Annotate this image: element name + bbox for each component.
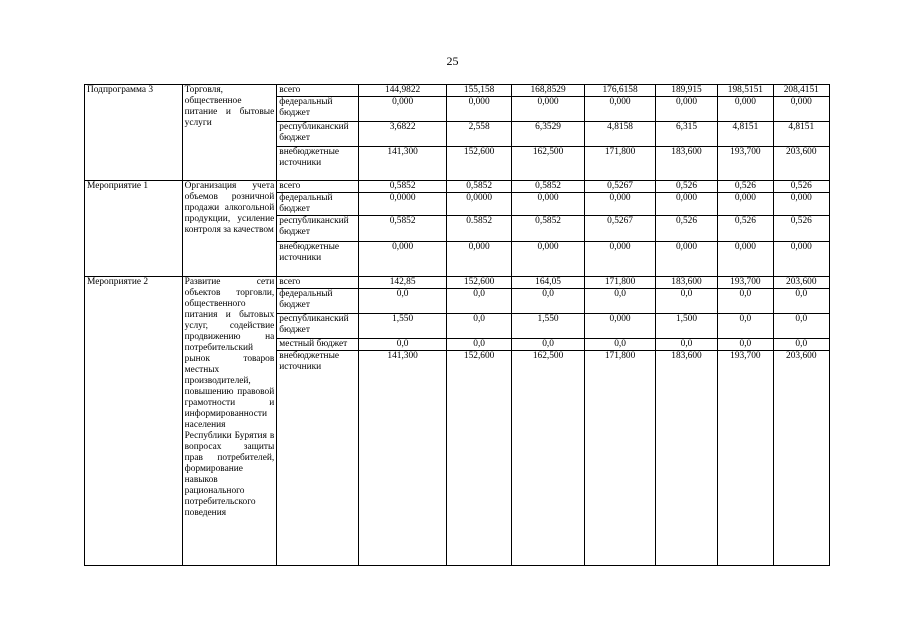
budget-table-body — [85, 85, 830, 566]
amount-cell: 141,300 — [358, 147, 447, 181]
program-name: Подпрограмма 3 — [85, 85, 183, 181]
table-row — [85, 277, 830, 289]
funding-source: внебюджетные источники — [277, 242, 359, 277]
amount-cell: 183,600 — [655, 351, 717, 566]
amount-cell: 0,5852 — [511, 181, 584, 193]
amount-cell: 193,700 — [718, 147, 773, 181]
funding-source: федеральный бюджет — [277, 193, 359, 216]
amount-cell: 0.5852 — [447, 216, 511, 242]
amount-cell: 0,000 — [655, 97, 717, 122]
amount-cell: 0,000 — [447, 242, 511, 277]
amount-cell: 0,0 — [447, 339, 511, 351]
amount-cell: 4,8151 — [718, 122, 773, 147]
page-number: 25 — [446, 54, 459, 68]
amount-cell: 0,0 — [718, 289, 773, 314]
amount-cell: 0,000 — [358, 242, 447, 277]
amount-cell: 0,5852 — [511, 216, 584, 242]
funding-source: республиканский бюджет — [277, 216, 359, 242]
amount-cell: 141,300 — [358, 351, 447, 566]
amount-cell: 1,550 — [511, 314, 584, 339]
program-description: Торговля, общественное питание и бытовые услуги — [182, 85, 277, 181]
amount-cell: 0,000 — [358, 97, 447, 122]
amount-cell: 168,8529 — [511, 85, 584, 97]
amount-cell: 0,0 — [773, 289, 829, 314]
amount-cell: 0,000 — [773, 97, 829, 122]
amount-cell: 1,500 — [655, 314, 717, 339]
table-row — [85, 85, 830, 97]
amount-cell: 6,315 — [655, 122, 717, 147]
program-description: Развитие сети объектов торговли, общественного питания и бытовых услуг, содействие продвижению на потребительский рынок товаров местных производителей, повышению правовой грамотности и информированности населения Республики Бурятия в вопросах защиты прав потребителей, формирование навыков рационального потребительского поведения — [182, 277, 277, 566]
amount-cell: 0,000 — [511, 97, 584, 122]
amount-cell: 142,85 — [358, 277, 447, 289]
amount-cell: 1,550 — [358, 314, 447, 339]
amount-cell: 0,0 — [447, 314, 511, 339]
amount-cell: 0,5267 — [585, 216, 655, 242]
amount-cell: 171,800 — [585, 147, 655, 181]
amount-cell: 189,915 — [655, 85, 717, 97]
amount-cell: 0,526 — [773, 181, 829, 193]
funding-source: внебюджетные источники — [277, 351, 359, 566]
amount-cell: 0,000 — [773, 193, 829, 216]
amount-cell: 3,6822 — [358, 122, 447, 147]
amount-cell: 0,0000 — [358, 193, 447, 216]
amount-cell: 144,9822 — [358, 85, 447, 97]
funding-source: федеральный бюджет — [277, 289, 359, 314]
amount-cell: 0,0000 — [447, 193, 511, 216]
funding-source: всего — [277, 181, 359, 193]
funding-source: местный бюджет — [277, 339, 359, 351]
funding-source: всего — [277, 85, 359, 97]
amount-cell: 0,0 — [655, 339, 717, 351]
amount-cell: 0,000 — [655, 193, 717, 216]
funding-source: федеральный бюджет — [277, 97, 359, 122]
amount-cell: 162,500 — [511, 147, 584, 181]
amount-cell: 0,0 — [585, 339, 655, 351]
amount-cell: 0,0 — [773, 314, 829, 339]
amount-cell: 208,4151 — [773, 85, 829, 97]
funding-source: республиканский бюджет — [277, 122, 359, 147]
amount-cell: 2,558 — [447, 122, 511, 147]
amount-cell: 193,700 — [718, 277, 773, 289]
funding-source: республиканский бюджет — [277, 314, 359, 339]
program-name: Мероприятие 2 — [85, 277, 183, 566]
amount-cell: 152,600 — [447, 147, 511, 181]
amount-cell: 0,000 — [511, 193, 584, 216]
amount-cell: 0,000 — [718, 242, 773, 277]
amount-cell: 183,600 — [655, 147, 717, 181]
amount-cell: 176,6158 — [585, 85, 655, 97]
amount-cell: 0,000 — [655, 242, 717, 277]
amount-cell: 6,3529 — [511, 122, 584, 147]
amount-cell: 0,0 — [358, 339, 447, 351]
amount-cell: 0,0 — [773, 339, 829, 351]
table-row — [85, 181, 830, 193]
amount-cell: 171,800 — [585, 277, 655, 289]
amount-cell: 0,0 — [447, 289, 511, 314]
amount-cell: 0,5852 — [358, 181, 447, 193]
amount-cell: 0,000 — [585, 193, 655, 216]
amount-cell: 0,000 — [773, 242, 829, 277]
amount-cell: 4,8158 — [585, 122, 655, 147]
amount-cell: 0,5267 — [585, 181, 655, 193]
amount-cell: 193,700 — [718, 351, 773, 566]
amount-cell: 0,526 — [718, 216, 773, 242]
program-description: Организация учета объемов розничной продажи алкогольной продукции, усиление контроля за качеством — [182, 181, 277, 277]
amount-cell: 0,5852 — [447, 181, 511, 193]
funding-source: всего — [277, 277, 359, 289]
amount-cell: 0,526 — [655, 216, 717, 242]
amount-cell: 152,600 — [447, 351, 511, 566]
amount-cell: 0,000 — [585, 242, 655, 277]
amount-cell: 0,0 — [655, 289, 717, 314]
amount-cell: 152,600 — [447, 277, 511, 289]
amount-cell: 164,05 — [511, 277, 584, 289]
amount-cell: 203,600 — [773, 277, 829, 289]
amount-cell: 183,600 — [655, 277, 717, 289]
amount-cell: 0,0 — [718, 314, 773, 339]
amount-cell: 0,000 — [585, 314, 655, 339]
funding-source: внебюджетные источники — [277, 147, 359, 181]
amount-cell: 203,600 — [773, 147, 829, 181]
amount-cell: 155,158 — [447, 85, 511, 97]
amount-cell: 4,8151 — [773, 122, 829, 147]
amount-cell: 0,0 — [511, 289, 584, 314]
amount-cell: 0,000 — [447, 97, 511, 122]
amount-cell: 0,000 — [585, 97, 655, 122]
amount-cell: 0,000 — [718, 97, 773, 122]
amount-cell: 162,500 — [511, 351, 584, 566]
amount-cell: 0,526 — [655, 181, 717, 193]
budget-table — [84, 84, 830, 566]
amount-cell: 171,800 — [585, 351, 655, 566]
amount-cell: 203,600 — [773, 351, 829, 566]
amount-cell: 0,000 — [718, 193, 773, 216]
amount-cell: 0,0 — [718, 339, 773, 351]
program-name: Мероприятие 1 — [85, 181, 183, 277]
amount-cell: 0,0 — [511, 339, 584, 351]
amount-cell: 0,0 — [585, 289, 655, 314]
amount-cell: 0,5852 — [358, 216, 447, 242]
amount-cell: 0,0 — [358, 289, 447, 314]
amount-cell: 0,526 — [773, 216, 829, 242]
amount-cell: 0,526 — [718, 181, 773, 193]
amount-cell: 0,000 — [511, 242, 584, 277]
amount-cell: 198,5151 — [718, 85, 773, 97]
